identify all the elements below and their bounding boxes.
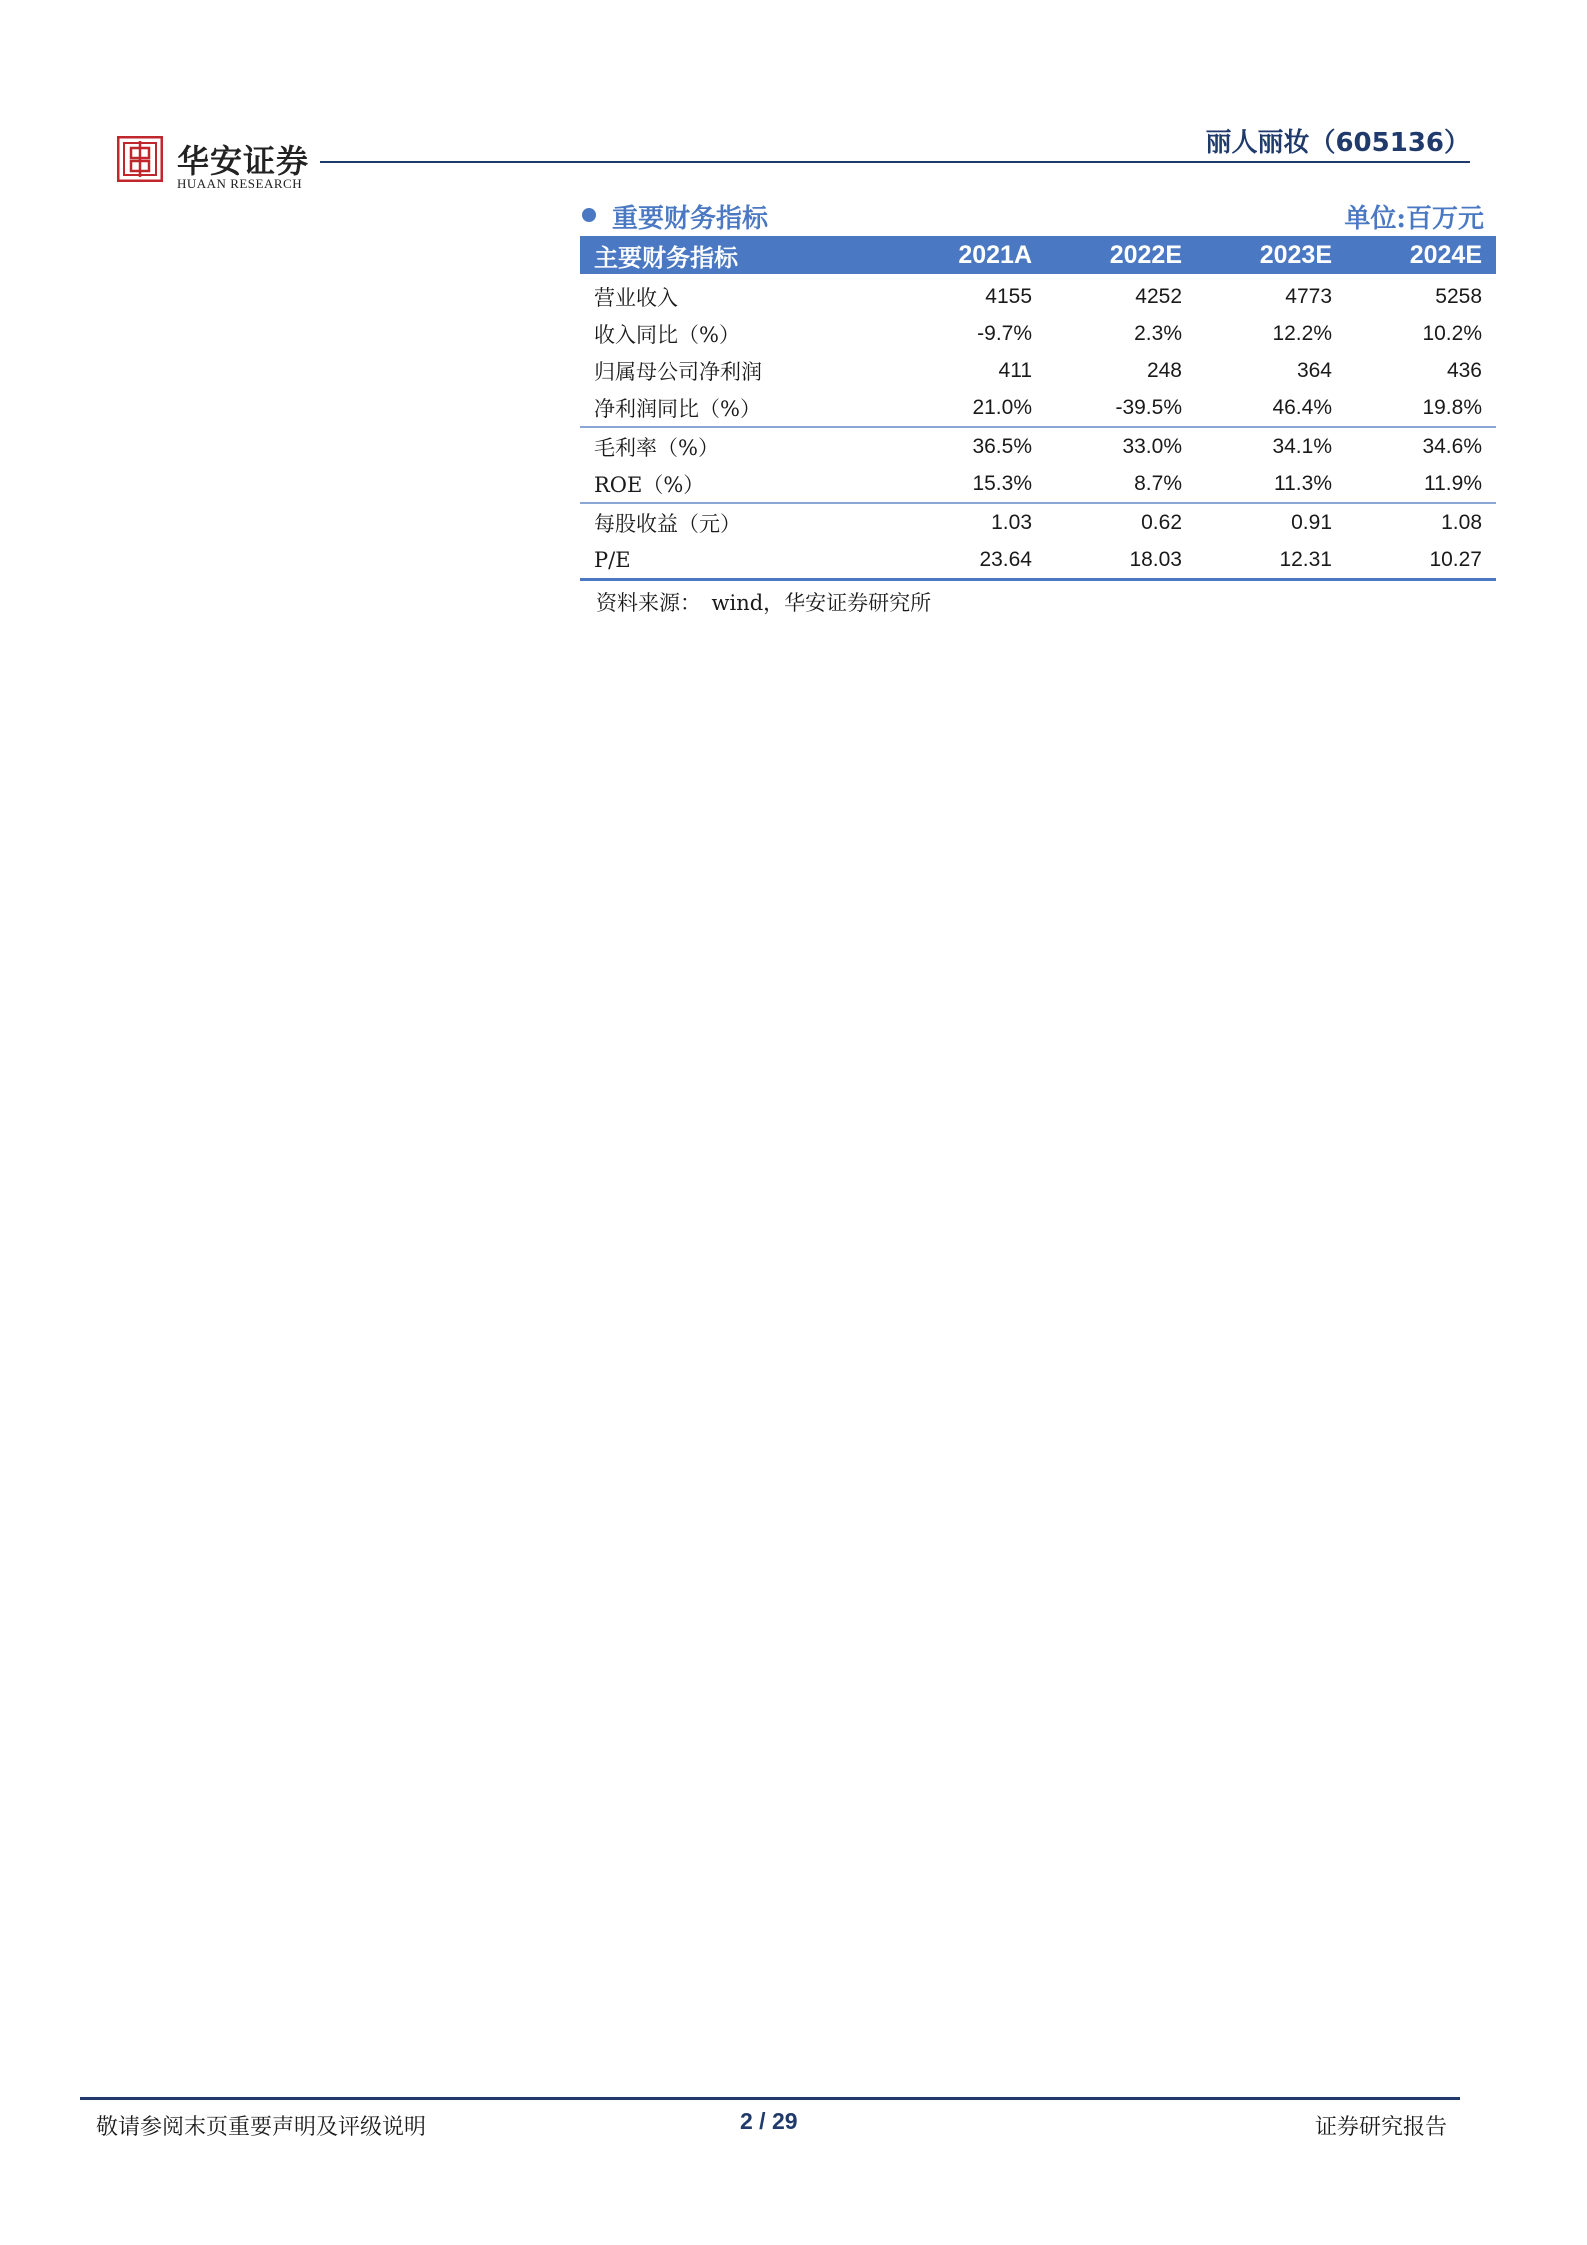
row-label: 收入同比（%）: [594, 322, 740, 347]
section-heading: [582, 198, 1494, 234]
table-cell: 46.4%: [1196, 389, 1346, 427]
table-cell: 23.64: [896, 541, 1046, 580]
table-cell: 10.27: [1346, 541, 1496, 580]
table-cell: 5258: [1435, 284, 1482, 308]
table-cell: 21.0%: [896, 389, 1046, 427]
table-row: [580, 274, 1496, 315]
table-cell: 0.62: [1141, 510, 1182, 534]
section-title: 重要财务指标: [612, 204, 769, 234]
page-number: 2 / 29: [740, 2108, 798, 2134]
table-cell: 33.0%: [1122, 434, 1182, 458]
row-label: 归属母公司净利润: [594, 359, 762, 384]
table-cell: 11.3%: [1196, 465, 1346, 503]
table-cell: 436: [1446, 358, 1482, 382]
row-label: 净利润同比（%）: [580, 389, 896, 427]
footer-rule: [80, 2097, 1460, 2100]
report-type: 证券研究报告: [1314, 2115, 1447, 2140]
row-label: 毛利率（%）: [594, 435, 719, 460]
table-header-row: [580, 236, 1496, 274]
year-header: 2024E: [1346, 236, 1496, 274]
table-cell: 10.2%: [1422, 321, 1482, 345]
row-label: ROE（%）: [580, 465, 896, 503]
table-cell: 4155: [985, 284, 1032, 308]
table-cell: 411: [998, 358, 1032, 382]
table-row: [580, 541, 1496, 580]
logo-chinese-text: 华安证券: [177, 142, 310, 180]
financial-indicators-table: [580, 236, 1496, 581]
table-cell: 11.9%: [1346, 465, 1496, 503]
bullet-dot-icon: [582, 208, 596, 222]
table-row: [580, 352, 1496, 389]
row-label: P/E: [580, 541, 896, 580]
logo-english-text: HUAAN RESEARCH: [177, 176, 303, 191]
row-label: 每股收益（元）: [594, 511, 741, 536]
table-cell: 8.7%: [1046, 465, 1196, 503]
row-label: 营业收入: [594, 285, 678, 310]
table-cell: 36.5%: [972, 434, 1032, 458]
table-cell: 2.3%: [1134, 321, 1182, 345]
table-cell: 34.6%: [1422, 434, 1482, 458]
year-header: 2022E: [1046, 236, 1196, 274]
table-row: [580, 465, 1496, 503]
source-note: 资料来源： wind，华安证券研究所: [596, 591, 932, 615]
header-rule: [320, 161, 1470, 163]
footer-disclaimer: 敬请参阅末页重要声明及评级说明: [96, 2115, 427, 2140]
table-cell: 12.2%: [1272, 321, 1332, 345]
table-cell: 248: [1146, 358, 1182, 382]
table-cell: 4252: [1135, 284, 1182, 308]
table-cell: 15.3%: [896, 465, 1046, 503]
table-row: [580, 503, 1496, 541]
company-logo: [117, 136, 310, 192]
table-cell: 0.91: [1291, 510, 1332, 534]
table-cell: -39.5%: [1046, 389, 1196, 427]
table-row: [580, 315, 1496, 352]
table-header-label: 主要财务指标: [580, 236, 896, 274]
table-row: [580, 389, 1496, 427]
unit-label: 单位:百万元: [1344, 204, 1484, 234]
year-header: 2021A: [896, 236, 1046, 274]
table-cell: 1.08: [1441, 510, 1482, 534]
year-header: 2023E: [1196, 236, 1346, 274]
table-cell: 18.03: [1046, 541, 1196, 580]
table-cell: 19.8%: [1346, 389, 1496, 427]
table-cell: -9.7%: [977, 321, 1032, 345]
huaan-seal-icon: [117, 136, 163, 182]
table-row: [580, 427, 1496, 465]
company-title: 丽人丽妆（605136）: [1205, 128, 1470, 158]
table-cell: 1.03: [991, 510, 1032, 534]
table-cell: 34.1%: [1272, 434, 1332, 458]
table-cell: 4773: [1285, 284, 1332, 308]
table-cell: 12.31: [1196, 541, 1346, 580]
table-cell: 364: [1296, 358, 1332, 382]
